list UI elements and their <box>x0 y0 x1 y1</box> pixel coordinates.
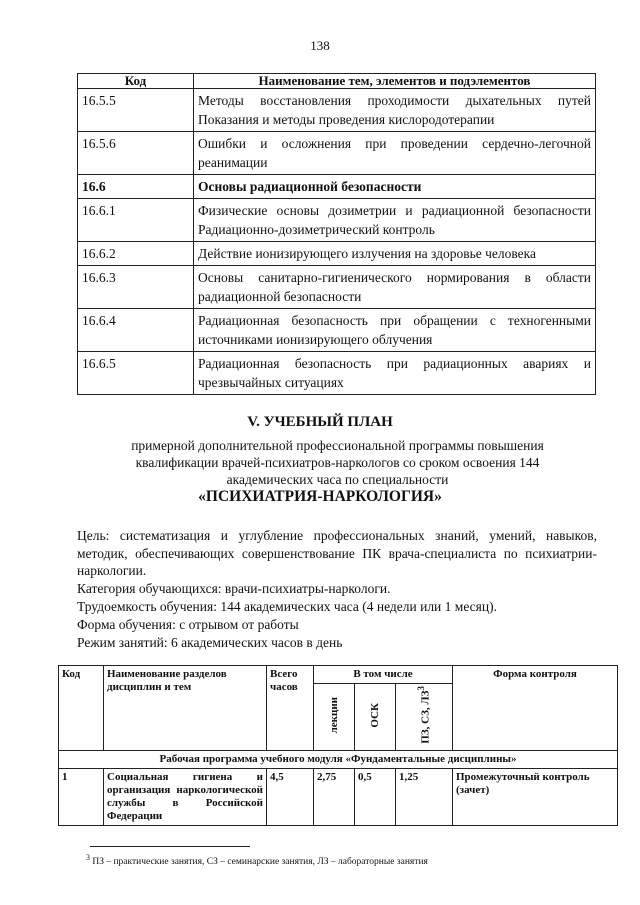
section-subtitle-line-2: квалификации врачей-психиатров-наркологов со сроком освоения 144 <box>135 455 540 470</box>
table-row <box>78 242 596 266</box>
plan-header-lectures-cell <box>314 684 355 751</box>
workload-line: Трудоемкость обучения: 144 академических часа (4 недели или 1 месяц). <box>77 599 497 614</box>
topics-table <box>77 73 596 395</box>
plan-row-name: Социальная гигиена и организация наркологической службы в Российской Федерации <box>104 769 267 826</box>
footnote-text: ПЗ – практические занятия, СЗ – семинарские занятия, ЛЗ – лабораторные занятия <box>92 857 428 868</box>
plan-header-control: Форма контроля <box>453 666 618 751</box>
row-code: 16.6.1 <box>78 199 194 242</box>
plan-header-name: Наименование разделов дисциплин и тем <box>104 666 267 751</box>
plan-row-total: 4,5 <box>267 769 314 826</box>
footnote-mark: 3 <box>86 853 90 862</box>
header-code: Код <box>78 74 194 89</box>
header-name: Наименование тем, элементов и подэлементов <box>194 74 596 89</box>
plan-row-control: Промежуточный контроль (зачет) <box>453 769 618 826</box>
page-number: 138 <box>310 38 330 53</box>
module-row <box>59 751 618 769</box>
plan-header-total: Всего часов <box>267 666 314 751</box>
footnote-divider <box>90 846 250 847</box>
plan-header-practical-cell <box>396 684 453 751</box>
module-title: Рабочая программа учебного модуля «Фундаментальные дисциплины» <box>59 751 618 769</box>
plan-header-including: В том числе <box>314 666 453 684</box>
plan-header-osk: ОСК <box>368 702 381 728</box>
table-row <box>59 769 618 826</box>
footnote <box>86 853 428 867</box>
table-row <box>78 89 596 132</box>
form-line: Форма обучения: с отрывом от работы <box>77 617 299 632</box>
row-name: Физические основы дозиметрии и радиационной безопасности Радиационно-дозиметрический контроль <box>194 199 596 242</box>
row-code: 16.6.2 <box>78 242 194 266</box>
row-code: 16.6.3 <box>78 266 194 309</box>
specialty-title: «ПСИХИАТРИЯ-НАРКОЛОГИЯ» <box>198 488 442 505</box>
plan-header-lectures: лекции <box>327 696 340 734</box>
goal-paragraph: Цель: систематизация и углубление профессиональных знаний, умений, навыков, методик, обеспечивающих совершенствование ПК врача-специалиста по психиатрии-наркологии. <box>77 528 597 578</box>
row-code: 16.6.4 <box>78 309 194 352</box>
row-name: Ошибки и осложнения при проведении сердечно-легочной реанимации <box>194 132 596 175</box>
section-title: V. УЧЕБНЫЙ ПЛАН <box>247 414 393 430</box>
plan-header-practical-text: ПЗ, СЗ, ЛЗ <box>419 690 432 744</box>
section-subtitle-line-1: примерной дополнительной профессиональной программы повышения <box>131 438 544 453</box>
row-name: Радиационная безопасность при обращении с техногенными источниками ионизирующего облучения <box>194 309 596 352</box>
plan-row-code: 1 <box>59 769 104 826</box>
category-line: Категория обучающихся: врачи-психиатры-наркологи. <box>77 581 391 596</box>
plan-header-practical <box>415 686 433 744</box>
mode-line: Режим занятий: 6 академических часов в день <box>77 635 343 650</box>
table-row <box>78 175 596 199</box>
plan-header-osk-cell <box>355 684 396 751</box>
section-subtitle-line-3: академических часа по специальности <box>226 472 449 487</box>
row-code: 16.5.6 <box>78 132 194 175</box>
topics-table-header <box>78 74 596 89</box>
footnote-ref: 3 <box>416 686 427 691</box>
row-name: Основы санитарно-гигиенического нормирования в области радиационной безопасности <box>194 266 596 309</box>
table-row <box>78 266 596 309</box>
plan-header-row <box>59 666 618 684</box>
row-code: 16.5.5 <box>78 89 194 132</box>
row-name: Радиационная безопасность при радиационных авариях и чрезвычайных ситуациях <box>194 352 596 395</box>
row-name: Действие ионизирующего излучения на здоровье человека <box>194 242 596 266</box>
plan-row-osk: 0,5 <box>355 769 396 826</box>
plan-row-practical: 1,25 <box>396 769 453 826</box>
table-row <box>78 352 596 395</box>
table-row <box>78 199 596 242</box>
row-code: 16.6.5 <box>78 352 194 395</box>
row-name: Основы радиационной безопасности <box>194 175 596 199</box>
row-code: 16.6 <box>78 175 194 199</box>
plan-header-code: Код <box>59 666 104 751</box>
study-plan-table <box>58 665 618 826</box>
row-name: Методы восстановления проходимости дыхательных путей Показания и методы проведения кислородотерапии <box>194 89 596 132</box>
table-row <box>78 132 596 175</box>
plan-row-lectures: 2,75 <box>314 769 355 826</box>
table-row <box>78 309 596 352</box>
